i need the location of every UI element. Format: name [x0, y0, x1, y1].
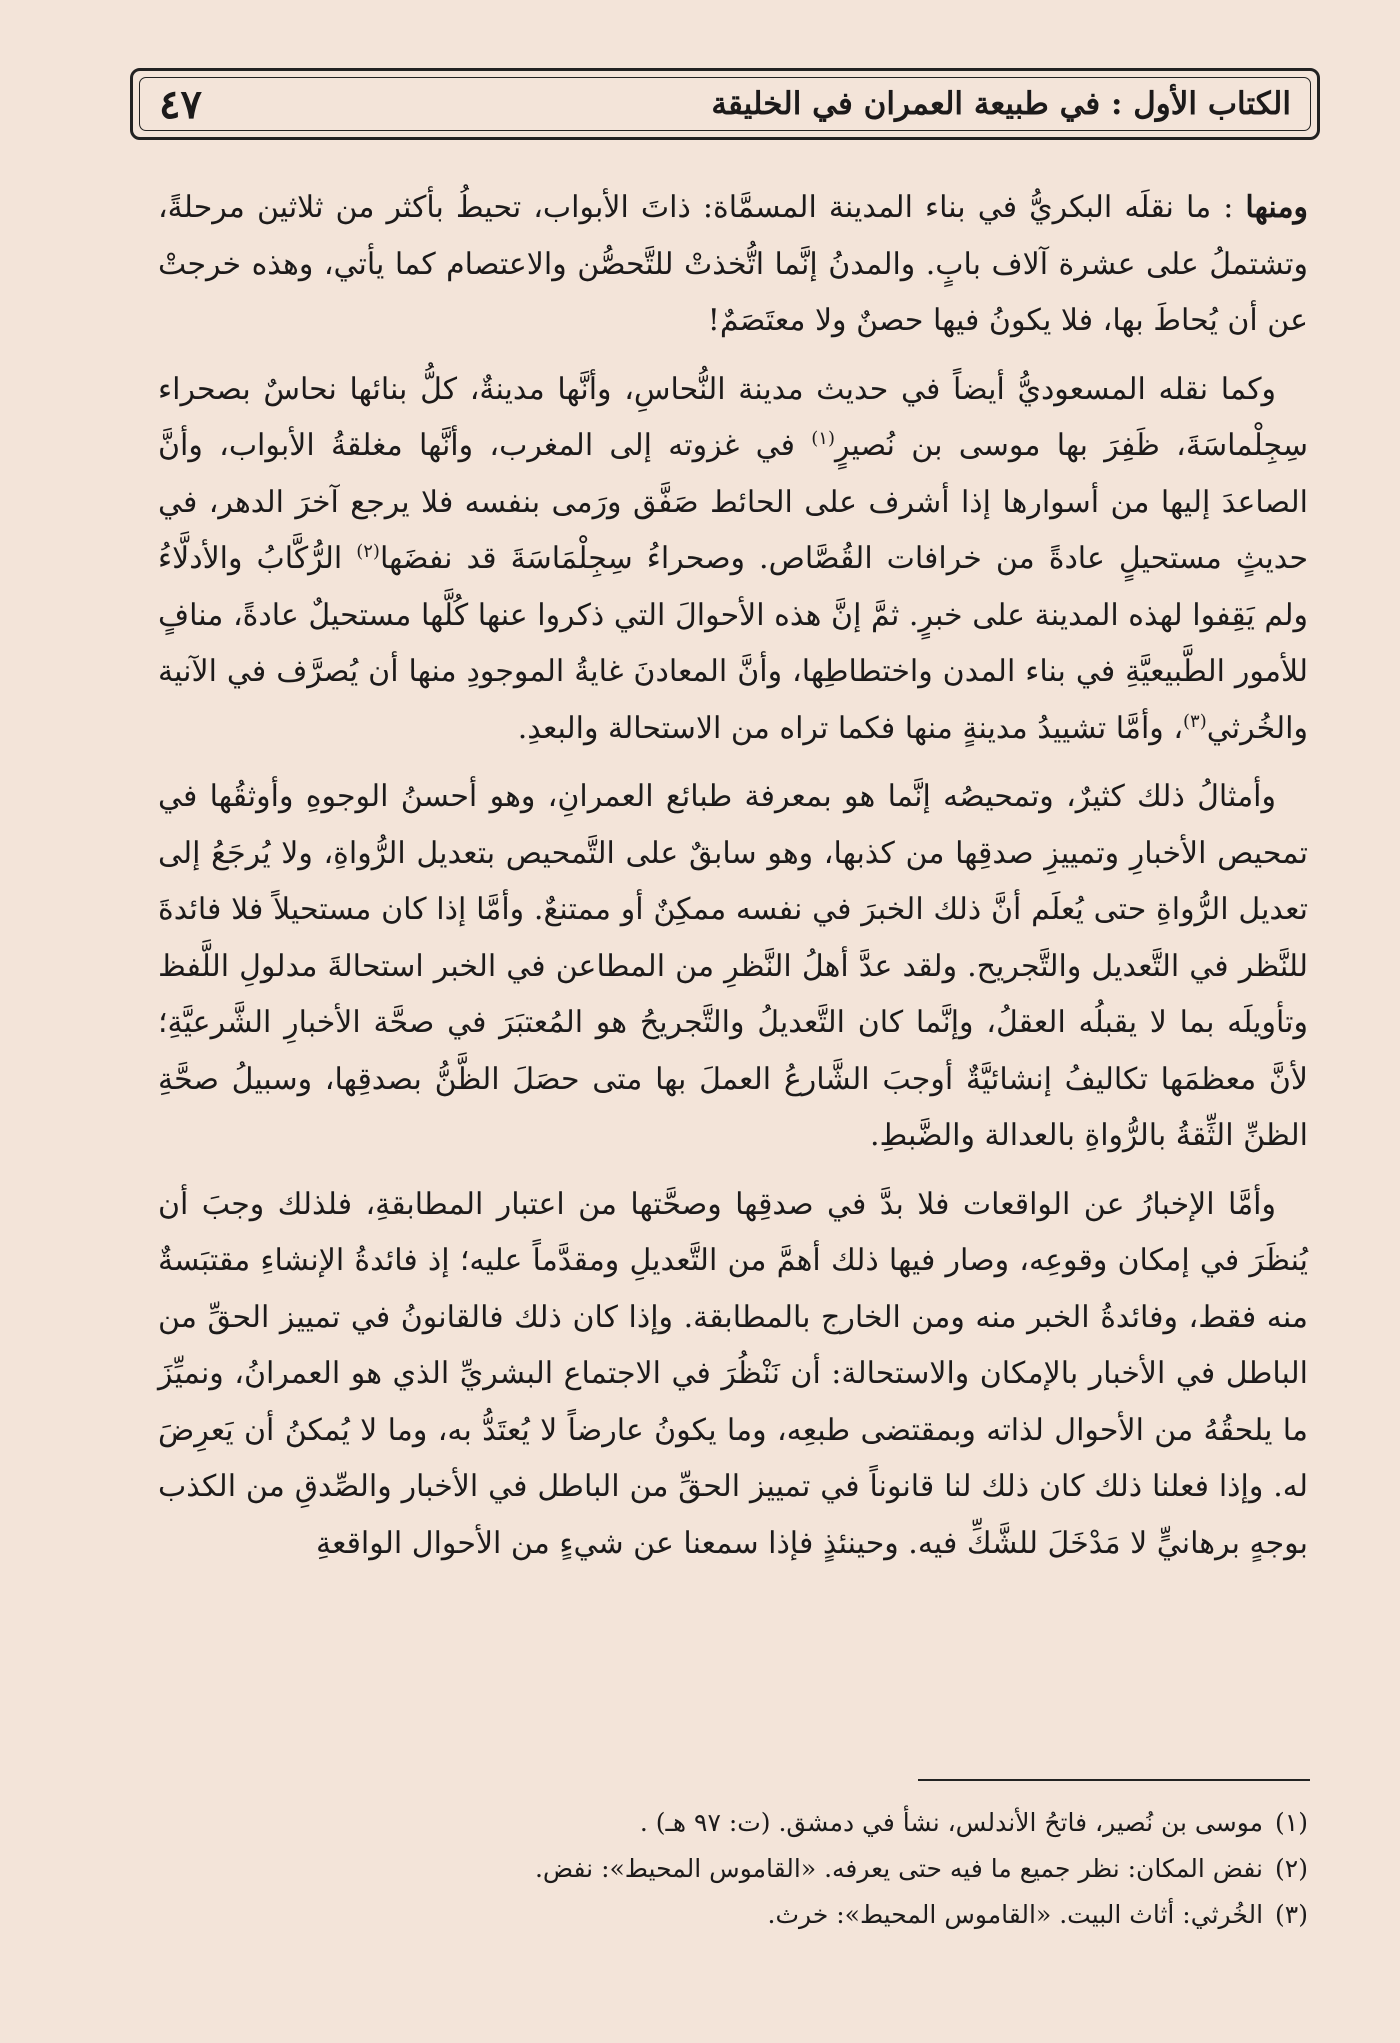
paragraph-text: : ما نقلَه البكريُّ في بناء المدينة المسمَّاة: ذاتَ الأبواب، تحيطُ بأكثر من ثلاثين مرحلةً، وتشتملُ على عشرة آلاف بابٍ. والمدنُ إنَّما اتُّخذتْ للتَّحصُّن والاعتصام كما يأتي، وهذه خرجتْ عن أن يُحاطَ بها، فلا يكونُ فيها حصنٌ ولا معتَصَمٌ! — [158, 190, 1308, 338]
page-number: ٤٧ — [159, 80, 202, 128]
footnote-ref[interactable]: (٣) — [1183, 710, 1207, 732]
footnote-text: نفض المكان: نظر جميع ما فيه حتى يعرفه. «القاموس المحيط»: نفض. — [534, 1854, 1264, 1883]
footnote-ref[interactable]: (٢) — [356, 541, 380, 562]
footnote-text: الخُرثي: أثاث البيت. «القاموس المحيط»: خرث. — [767, 1900, 1264, 1929]
footnote-number: (١) — [1275, 1808, 1308, 1837]
paragraph — [158, 362, 1308, 758]
footnote-separator — [918, 1779, 1310, 1781]
paragraph-lead-word: ومنها — [1245, 190, 1308, 225]
footnote — [158, 1846, 1308, 1892]
footnote-text: موسى بن نُصير، فاتحُ الأندلس، نشأ في دمشق. (ت: ٩٧ هـ) . — [639, 1808, 1264, 1837]
paragraph: وأمَّا الإخبارُ عن الواقعات فلا بدَّ في صدقِها وصحَّتها من اعتبار المطابقةِ، فلذلك وجبَ أن يُنظَرَ في إمكان وقوعِه، وصار فيها ذلك أهمَّ من التَّعديلِ ومقدَّماً عليه؛ إذ فائدةُ الإنشاءِ مقتبَسةٌ منه فقط، وفائدةُ الخبر منه ومن الخارج بالمطابقة. وإذا كان ذلك فالقانونُ في تمييز الحقِّ من الباطل في الأخبار بالإمكان والاستحالة: أن نَنْظُرَ في الاجتماع البشريِّ الذي هو العمرانُ، ونميِّزَ ما يلحقُهُ من الأحوال لذاته وبمقتضى طبعِه، وما يكونُ عارضاً لا يُعتَدُّ به، وما لا يُمكنُ أن يَعرِضَ له. وإذا فعلنا ذلك كان ذلك لنا قانوناً في تمييز الحقِّ من الباطل في الأخبار والصِّدقِ من الكذب بوجهٍ برهانيٍّ لا مَدْخَلَ للشَّكِّ فيه. وحينئذٍ فإذا سمعنا عن شيءٍ من الأحوال الواقعةِ — [158, 1186, 1308, 1561]
footnote-ref[interactable]: (١) — [811, 428, 835, 449]
page-header — [130, 68, 1320, 140]
paragraph-text: في غزوته إلى المغرب، وأنَّها مغلقةُ الأبواب، وأنَّ الصاعدَ إليها من أسوارها إذا أشرف على الحائط صَفَّق ورَمى بنفسه فلا يرجع آخرَ الدهر، في حديثٍ مستحيلٍ عادةً من خرافات القُصَّاص. وصحراءُ سِجِلْمَاسَةَ قد نفضَها — [158, 428, 1308, 576]
footnote-number: (٢) — [1275, 1854, 1308, 1883]
footnote — [158, 1800, 1308, 1846]
paragraph: وأمثالُ ذلك كثيرٌ، وتمحيصُه إنَّما هو بمعرفة طبائع العمرانِ، وهو أحسنُ الوجوهِ وأوثقُها في تمحيص الأخبارِ وتمييزِ صدقِها من كذبها، وهو سابقٌ على التَّمحيص بتعديل الرُّواةِ، ولا يُرجَعُ إلى تعديل الرُّواةِ حتى يُعلَم أنَّ ذلك الخبرَ في نفسه ممكِنٌ أو ممتنعٌ. وأمَّا إذا كان مستحيلاً فلا فائدةَ للنَّظر في التَّعديل والتَّجريح. ولقد عدَّ أهلُ النَّظرِ من المطاعن في الخبر استحالةَ مدلولِ اللَّفظ وتأويلَه بما لا يقبلُه العقلُ، وإنَّما كان التَّعديلُ والتَّجريحُ هو المُعتبَرَ في صحَّة الأخبارِ الشَّرعيَّةِ؛ لأنَّ معظمَها تكاليفُ إنشائيَّةٌ أوجبَ الشَّارعُ العملَ بها متى حصَلَ الظَّنُّ بصدقِها، وسبيلُ صحَّةِ الظنِّ الثِّقةُ بالرُّواةِ بالعدالة والضَّبطِ. — [158, 779, 1309, 1153]
paragraph-text: الرُّكَّابُ والأدلَّاءُ ولم يَقِفوا لهذه المدينة على خبرٍ. ثمَّ إنَّ هذه الأحوالَ التي ذكروا عنها كُلَّها مستحيلٌ عادةً، منافٍ للأمور الطَّبيعيَّةِ في بناء المدن واختطاطِها، وأنَّ المعادنَ غايةُ الموجودِ منها أن يُصرَّف في الآنية والخُرثي — [158, 541, 1308, 746]
footnote — [158, 1892, 1308, 1938]
paragraph-text: ، وأمَّا تشييدُ مدينةٍ منها فكما تراه من الاستحالة والبعدِ. — [517, 710, 1184, 746]
paragraph — [158, 180, 1308, 350]
footnotes — [158, 1800, 1308, 1938]
main-text — [158, 180, 1308, 1584]
footnote-number: (٣) — [1275, 1900, 1308, 1929]
paragraph-text: وكما نقله المسعوديُّ أيضاً في حديث مدينة النُّحاسِ، وأنَّها مدينةٌ، كلُّ بنائها نحاسٌ بصحراء سِجِلْماسَةَ، ظَفِرَ بها موسى بن نُصيرٍ — [158, 371, 1308, 463]
running-title: الكتاب الأول : في طبيعة العمران في الخليقة — [711, 86, 1291, 122]
